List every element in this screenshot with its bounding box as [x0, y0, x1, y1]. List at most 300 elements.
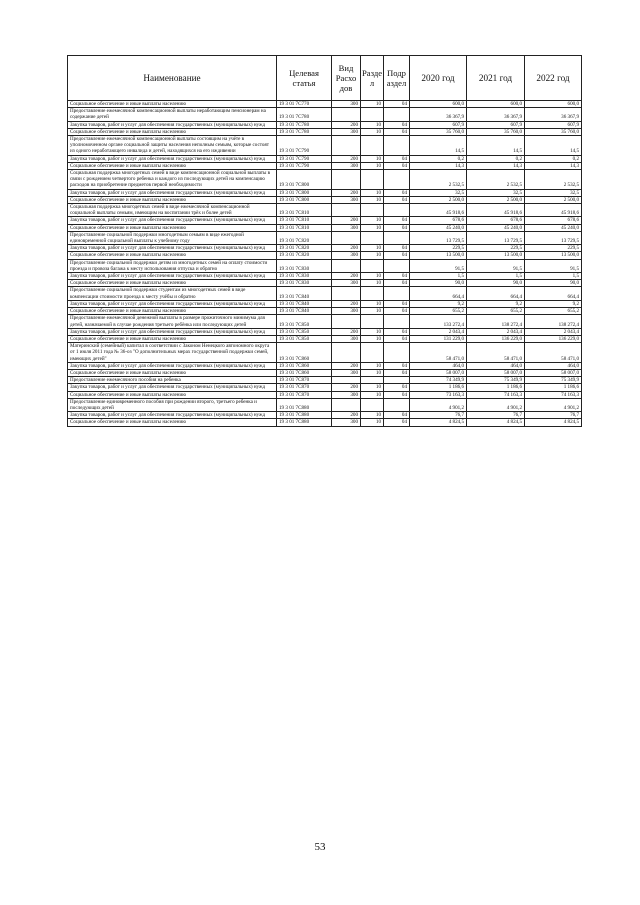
cell-2021: 9,2 — [467, 300, 525, 307]
cell-subsection: 04 — [384, 252, 410, 259]
cell-subsection: 04 — [384, 300, 410, 307]
cell-2020: 45 240,0 — [410, 224, 467, 231]
cell-article: 19 3 01 7С860 — [277, 343, 332, 363]
cell-expense-type — [332, 398, 361, 411]
cell-2021: 600,0 — [467, 101, 525, 108]
cell-2022: 36 367,9 — [525, 108, 582, 121]
cell-name: Закупка товаров, работ и услуг для обеспечения государственных (муниципальных) нужд — [68, 300, 277, 307]
cell-section: 10 — [361, 369, 384, 376]
cell-2021: 664,4 — [467, 287, 525, 300]
cell-name: Социальное обеспечение и иные выплаты населению — [68, 196, 277, 203]
cell-2021: 14,3 — [467, 162, 525, 169]
header-2022: 2022 год — [525, 56, 582, 101]
cell-expense-type: 300 — [332, 162, 361, 169]
header-expense-type: Вид Расхо дов — [332, 56, 361, 101]
table-row — [68, 252, 582, 259]
cell-expense-type: 300 — [332, 280, 361, 287]
cell-2022: 13 729,5 — [525, 231, 582, 244]
cell-section — [361, 377, 384, 384]
cell-2022: 607,9 — [525, 121, 582, 128]
cell-name: Социальное обеспечение и иные выплаты населению — [68, 128, 277, 135]
cell-2022: 32,5 — [525, 189, 582, 196]
cell-section: 10 — [361, 419, 384, 426]
cell-2021: 13 500,0 — [467, 252, 525, 259]
cell-section: 10 — [361, 362, 384, 369]
table-row — [68, 108, 582, 121]
cell-subsection — [384, 204, 410, 217]
table-row — [68, 196, 582, 203]
cell-name: Закупка товаров, работ и услуг для обеспечения государственных (муниципальных) нужд — [68, 328, 277, 335]
cell-subsection: 04 — [384, 224, 410, 231]
cell-2020: 91,5 — [410, 259, 467, 272]
cell-section — [361, 204, 384, 217]
cell-2020: 0,2 — [410, 155, 467, 162]
cell-section — [361, 398, 384, 411]
cell-name: Социальное обеспечение и иные выплаты населению — [68, 252, 277, 259]
cell-2021: 58 471,0 — [467, 343, 525, 363]
cell-name: Предоставление единовременного пособия при рождении второго, третьего ребенка и последующих детей — [68, 398, 277, 411]
cell-article: 19 3 01 7С840 — [277, 308, 332, 315]
header-article: Целевая статья — [277, 56, 332, 101]
table-header-row — [68, 56, 582, 101]
cell-article: 19 3 01 7С870 — [277, 377, 332, 384]
cell-article: 19 3 01 7С790 — [277, 155, 332, 162]
cell-article: 19 3 01 7С800 — [277, 189, 332, 196]
table-row — [68, 300, 582, 307]
cell-2020: 74 349,9 — [410, 377, 467, 384]
cell-section: 10 — [361, 300, 384, 307]
cell-section — [361, 259, 384, 272]
cell-subsection: 04 — [384, 196, 410, 203]
cell-expense-type: 200 — [332, 155, 361, 162]
cell-subsection: 04 — [384, 308, 410, 315]
cell-2021: 35 760,0 — [467, 128, 525, 135]
cell-2022: 14,3 — [525, 162, 582, 169]
cell-2020: 76,7 — [410, 412, 467, 419]
cell-2020: 1 186,6 — [410, 384, 467, 391]
cell-2020: 58 007,0 — [410, 369, 467, 376]
cell-2020: 13 729,5 — [410, 231, 467, 244]
cell-expense-type: 200 — [332, 217, 361, 224]
cell-name: Социальное обеспечение и иные выплаты населению — [68, 369, 277, 376]
cell-2020: 2 043,4 — [410, 328, 467, 335]
cell-name: Материнский (семейный) капитал в соответствии с Законом Ненецкого автономного округа от 1 июля 2011 года № 36-оз "О дополнительных мерах государственной поддержки семей, имеющих детей" — [68, 343, 277, 363]
cell-2020: 4 901,2 — [410, 398, 467, 411]
cell-2022: 4 824,5 — [525, 419, 582, 426]
cell-expense-type — [332, 170, 361, 190]
table-row — [68, 231, 582, 244]
cell-section — [361, 136, 384, 156]
cell-2022: 74 163,3 — [525, 391, 582, 398]
cell-expense-type: 200 — [332, 189, 361, 196]
cell-section: 10 — [361, 162, 384, 169]
cell-section: 10 — [361, 189, 384, 196]
header-2021: 2021 год — [467, 56, 525, 101]
cell-section: 10 — [361, 245, 384, 252]
cell-expense-type: 200 — [332, 412, 361, 419]
cell-name: Социальная поддержка многодетных семей в виде компенсационной социальной выплаты в связи с рождением четвертого ребенка и каждого из последующих детей на компенсацию расходов на приобретение предметов первой необходимости — [68, 170, 277, 190]
cell-section — [361, 343, 384, 363]
cell-section — [361, 231, 384, 244]
cell-2022: 600,0 — [525, 101, 582, 108]
cell-expense-type: 300 — [332, 391, 361, 398]
cell-expense-type: 200 — [332, 245, 361, 252]
table-row — [68, 287, 582, 300]
cell-subsection: 04 — [384, 189, 410, 196]
table-row — [68, 189, 582, 196]
cell-subsection: 04 — [384, 412, 410, 419]
cell-section — [361, 287, 384, 300]
cell-name: Предоставление ежемесячной компенсационной выплаты состоящим на учёте в уполномоченном органе социальной защиты населения неполным семьям, которые состоят из одного неработающего инвалида и детей, находящихся на его иждивении — [68, 136, 277, 156]
cell-subsection — [384, 377, 410, 384]
cell-2020: 73 163,3 — [410, 391, 467, 398]
cell-2021: 4 824,5 — [467, 419, 525, 426]
cell-article: 19 3 01 7С780 — [277, 108, 332, 121]
cell-2021: 2 532,5 — [467, 170, 525, 190]
cell-2022: 9,2 — [525, 300, 582, 307]
cell-expense-type — [332, 108, 361, 121]
cell-expense-type — [332, 287, 361, 300]
cell-2020: 4 824,5 — [410, 419, 467, 426]
cell-article: 19 3 01 7С810 — [277, 204, 332, 217]
cell-article: 19 3 01 7С880 — [277, 398, 332, 411]
cell-subsection: 04 — [384, 155, 410, 162]
cell-2020: 58 471,0 — [410, 343, 467, 363]
cell-expense-type: 200 — [332, 384, 361, 391]
cell-expense-type: 200 — [332, 273, 361, 280]
cell-article: 19 3 01 7С850 — [277, 315, 332, 328]
cell-2022: 75 349,9 — [525, 377, 582, 384]
cell-2020: 45 918,6 — [410, 204, 467, 217]
cell-subsection — [384, 287, 410, 300]
cell-section: 10 — [361, 121, 384, 128]
cell-expense-type: 300 — [332, 335, 361, 342]
cell-subsection — [384, 108, 410, 121]
cell-section: 10 — [361, 196, 384, 203]
table-row — [68, 245, 582, 252]
cell-section: 10 — [361, 101, 384, 108]
cell-article: 19 3 01 7С800 — [277, 196, 332, 203]
cell-2020: 1,5 — [410, 273, 467, 280]
cell-2022: 678,6 — [525, 217, 582, 224]
cell-section: 10 — [361, 217, 384, 224]
cell-2022: 2 500,0 — [525, 196, 582, 203]
cell-2022: 35 760,0 — [525, 128, 582, 135]
cell-2021: 607,9 — [467, 121, 525, 128]
cell-2020: 36 367,9 — [410, 108, 467, 121]
cell-2020: 14,3 — [410, 162, 467, 169]
cell-section: 10 — [361, 328, 384, 335]
cell-2022: 1,5 — [525, 273, 582, 280]
cell-subsection: 04 — [384, 335, 410, 342]
cell-section: 10 — [361, 155, 384, 162]
cell-section: 10 — [361, 280, 384, 287]
cell-name: Социальное обеспечение и иные выплаты населению — [68, 419, 277, 426]
cell-2022: 45 918,6 — [525, 204, 582, 217]
cell-name: Социальное обеспечение и иные выплаты населению — [68, 280, 277, 287]
cell-name: Социальное обеспечение и иные выплаты населению — [68, 335, 277, 342]
cell-article: 19 3 01 7С860 — [277, 369, 332, 376]
cell-2020: 9,2 — [410, 300, 467, 307]
table-row — [68, 419, 582, 426]
cell-article: 19 3 01 7С780 — [277, 121, 332, 128]
table-row — [68, 217, 582, 224]
cell-2022: 0,2 — [525, 155, 582, 162]
header-subsection: Подр аздел — [384, 56, 410, 101]
cell-expense-type — [332, 204, 361, 217]
table-row — [68, 121, 582, 128]
cell-2022: 58 471,0 — [525, 343, 582, 363]
table-row — [68, 136, 582, 156]
cell-2021: 1,5 — [467, 273, 525, 280]
cell-2022: 655,2 — [525, 308, 582, 315]
cell-article: 19 3 01 7С870 — [277, 384, 332, 391]
cell-article: 19 3 01 7С830 — [277, 280, 332, 287]
cell-expense-type: 300 — [332, 224, 361, 231]
cell-2021: 32,5 — [467, 189, 525, 196]
cell-subsection: 04 — [384, 362, 410, 369]
cell-name: Предоставление социальной поддержки студентам из многодетных семей в виде компенсации стоимости проезда к месту учёбы и обратно — [68, 287, 277, 300]
cell-2021: 4 901,2 — [467, 398, 525, 411]
cell-name: Закупка товаров, работ и услуг для обеспечения государственных (муниципальных) нужд — [68, 362, 277, 369]
cell-expense-type — [332, 377, 361, 384]
cell-2021: 58 007,0 — [467, 369, 525, 376]
cell-2021: 45 918,6 — [467, 204, 525, 217]
cell-2021: 91,5 — [467, 259, 525, 272]
cell-section — [361, 170, 384, 190]
cell-name: Предоставление ежемесячной компенсационной выплаты неработающим пенсионерам на содержание детей — [68, 108, 277, 121]
table-row — [68, 224, 582, 231]
cell-2022: 664,4 — [525, 287, 582, 300]
cell-section: 10 — [361, 128, 384, 135]
table-row — [68, 273, 582, 280]
cell-2022: 45 240,0 — [525, 224, 582, 231]
cell-expense-type — [332, 259, 361, 272]
table-row — [68, 101, 582, 108]
table-row — [68, 170, 582, 190]
table-row — [68, 362, 582, 369]
cell-2020: 13 500,0 — [410, 252, 467, 259]
cell-2020: 655,2 — [410, 308, 467, 315]
cell-2020: 2 532,5 — [410, 170, 467, 190]
cell-2020: 90,0 — [410, 280, 467, 287]
cell-subsection — [384, 231, 410, 244]
cell-article: 19 3 01 7С820 — [277, 245, 332, 252]
cell-expense-type: 200 — [332, 121, 361, 128]
cell-expense-type: 300 — [332, 196, 361, 203]
cell-2021: 138 272,4 — [467, 315, 525, 328]
cell-name: Закупка товаров, работ и услуг для обеспечения государственных (муниципальных) нужд — [68, 245, 277, 252]
cell-name: Социальное обеспечение и иные выплаты населению — [68, 391, 277, 398]
cell-2022: 58 007,0 — [525, 369, 582, 376]
cell-article: 19 3 01 7С820 — [277, 231, 332, 244]
cell-name: Закупка товаров, работ и услуг для обеспечения государственных (муниципальных) нужд — [68, 217, 277, 224]
cell-subsection — [384, 170, 410, 190]
cell-subsection: 04 — [384, 280, 410, 287]
cell-name: Предоставление социальной поддержки многодетным семьям в виде ежегодной единовременной социальной выплаты к учебному году — [68, 231, 277, 244]
cell-subsection: 04 — [384, 101, 410, 108]
cell-2020: 2 500,0 — [410, 196, 467, 203]
cell-article: 19 3 01 7С880 — [277, 412, 332, 419]
cell-subsection — [384, 398, 410, 411]
table-row — [68, 308, 582, 315]
cell-subsection: 04 — [384, 391, 410, 398]
cell-2020: 607,9 — [410, 121, 467, 128]
cell-2020: 131 229,0 — [410, 335, 467, 342]
cell-2022: 4 901,2 — [525, 398, 582, 411]
header-section: Разде л — [361, 56, 384, 101]
cell-expense-type — [332, 343, 361, 363]
cell-2022: 76,7 — [525, 412, 582, 419]
cell-2021: 13 729,5 — [467, 231, 525, 244]
cell-expense-type: 200 — [332, 328, 361, 335]
cell-name: Социальное обеспечение и иные выплаты населению — [68, 101, 277, 108]
cell-2022: 464,0 — [525, 362, 582, 369]
cell-2021: 74 163,3 — [467, 391, 525, 398]
table-row — [68, 162, 582, 169]
cell-article: 19 3 01 7С870 — [277, 391, 332, 398]
cell-name: Предоставление социальной поддержки детям из многодетных семей на оплату стоимости проезда и провоза багажа к месту использования отпуска и обратно — [68, 259, 277, 272]
cell-name: Закупка товаров, работ и услуг для обеспечения государственных (муниципальных) нужд — [68, 155, 277, 162]
table-row — [68, 369, 582, 376]
cell-name: Социальное обеспечение и иные выплаты населению — [68, 224, 277, 231]
cell-2021: 655,2 — [467, 308, 525, 315]
cell-2022: 1 186,6 — [525, 384, 582, 391]
cell-2021: 14,5 — [467, 136, 525, 156]
table-row — [68, 280, 582, 287]
cell-2022: 13 500,0 — [525, 252, 582, 259]
table-body — [68, 101, 582, 427]
cell-name: Предоставление ежемесячной денежной выплаты в размере прожиточного минимума для детей, назначаемой в случае рождения третьего ребёнка или последующих детей — [68, 315, 277, 328]
cell-2020: 664,4 — [410, 287, 467, 300]
cell-2022: 136 229,0 — [525, 335, 582, 342]
cell-subsection — [384, 315, 410, 328]
cell-article: 19 3 01 7С880 — [277, 419, 332, 426]
cell-section: 10 — [361, 273, 384, 280]
cell-article: 19 3 01 7С840 — [277, 287, 332, 300]
cell-expense-type: 200 — [332, 362, 361, 369]
cell-expense-type — [332, 136, 361, 156]
cell-name: Закупка товаров, работ и услуг для обеспечения государственных (муниципальных) нужд — [68, 189, 277, 196]
cell-expense-type: 300 — [332, 369, 361, 376]
header-2020: 2020 год — [410, 56, 467, 101]
cell-section — [361, 108, 384, 121]
cell-2021: 75 349,9 — [467, 377, 525, 384]
cell-name: Социальное обеспечение и иные выплаты населению — [68, 162, 277, 169]
cell-subsection: 04 — [384, 121, 410, 128]
cell-section: 10 — [361, 384, 384, 391]
cell-section: 10 — [361, 224, 384, 231]
table-row — [68, 412, 582, 419]
cell-2020: 600,0 — [410, 101, 467, 108]
cell-article: 19 3 01 7С790 — [277, 136, 332, 156]
cell-2021: 90,0 — [467, 280, 525, 287]
table-row — [68, 377, 582, 384]
cell-expense-type: 300 — [332, 128, 361, 135]
table-row — [68, 384, 582, 391]
cell-2021: 678,6 — [467, 217, 525, 224]
cell-subsection: 04 — [384, 162, 410, 169]
table-row — [68, 259, 582, 272]
header-name: Наименование — [68, 56, 277, 101]
cell-name: Социальная поддержка многодетных семей в виде ежемесячной компенсационной социальной выплаты семьям, имеющим на воспитании трёх и более детей — [68, 204, 277, 217]
cell-2022: 2 532,5 — [525, 170, 582, 190]
cell-2021: 36 367,9 — [467, 108, 525, 121]
cell-article: 19 3 01 7С850 — [277, 335, 332, 342]
budget-table-page — [67, 55, 581, 427]
cell-subsection: 04 — [384, 128, 410, 135]
cell-name: Закупка товаров, работ и услуг для обеспечения государственных (муниципальных) нужд — [68, 412, 277, 419]
cell-2021: 45 240,0 — [467, 224, 525, 231]
cell-section: 10 — [361, 252, 384, 259]
cell-article: 19 3 01 7С830 — [277, 259, 332, 272]
cell-article: 19 3 01 7С780 — [277, 128, 332, 135]
cell-expense-type — [332, 231, 361, 244]
cell-2020: 133 272,4 — [410, 315, 467, 328]
cell-article: 19 3 01 7С770 — [277, 101, 332, 108]
cell-subsection: 04 — [384, 217, 410, 224]
table-row — [68, 343, 582, 363]
cell-subsection — [384, 343, 410, 363]
cell-article: 19 3 01 7С800 — [277, 170, 332, 190]
cell-name: Предоставление ежемесячного пособия на ребенка — [68, 377, 277, 384]
cell-section: 10 — [361, 335, 384, 342]
cell-subsection — [384, 259, 410, 272]
cell-article: 19 3 01 7С810 — [277, 224, 332, 231]
cell-name: Социальное обеспечение и иные выплаты населению — [68, 308, 277, 315]
cell-subsection — [384, 136, 410, 156]
cell-2021: 136 229,0 — [467, 335, 525, 342]
cell-expense-type — [332, 315, 361, 328]
cell-subsection: 04 — [384, 245, 410, 252]
table-row — [68, 155, 582, 162]
cell-2021: 229,5 — [467, 245, 525, 252]
cell-expense-type: 300 — [332, 308, 361, 315]
cell-2021: 2 043,4 — [467, 328, 525, 335]
cell-subsection: 04 — [384, 384, 410, 391]
cell-subsection: 04 — [384, 419, 410, 426]
cell-article: 19 3 01 7С850 — [277, 328, 332, 335]
budget-table — [67, 55, 582, 427]
cell-article: 19 3 01 7С790 — [277, 162, 332, 169]
cell-2021: 1 186,6 — [467, 384, 525, 391]
cell-subsection: 04 — [384, 369, 410, 376]
cell-name: Закупка товаров, работ и услуг для обеспечения государственных (муниципальных) нужд — [68, 384, 277, 391]
cell-name: Закупка товаров, работ и услуг для обеспечения государственных (муниципальных) нужд — [68, 273, 277, 280]
cell-2022: 2 043,4 — [525, 328, 582, 335]
cell-name: Закупка товаров, работ и услуг для обеспечения государственных (муниципальных) нужд — [68, 121, 277, 128]
cell-section: 10 — [361, 412, 384, 419]
cell-2021: 464,0 — [467, 362, 525, 369]
table-row — [68, 204, 582, 217]
table-row — [68, 335, 582, 342]
table-row — [68, 398, 582, 411]
page-number: 53 — [314, 841, 326, 853]
cell-article: 19 3 01 7С840 — [277, 300, 332, 307]
cell-2022: 229,5 — [525, 245, 582, 252]
cell-section: 10 — [361, 391, 384, 398]
cell-2022: 14,5 — [525, 136, 582, 156]
cell-article: 19 3 01 7С830 — [277, 273, 332, 280]
cell-2020: 229,5 — [410, 245, 467, 252]
table-row — [68, 315, 582, 328]
cell-subsection: 04 — [384, 328, 410, 335]
cell-expense-type: 300 — [332, 101, 361, 108]
cell-2021: 2 500,0 — [467, 196, 525, 203]
cell-2022: 90,0 — [525, 280, 582, 287]
cell-2021: 0,2 — [467, 155, 525, 162]
cell-expense-type: 200 — [332, 300, 361, 307]
